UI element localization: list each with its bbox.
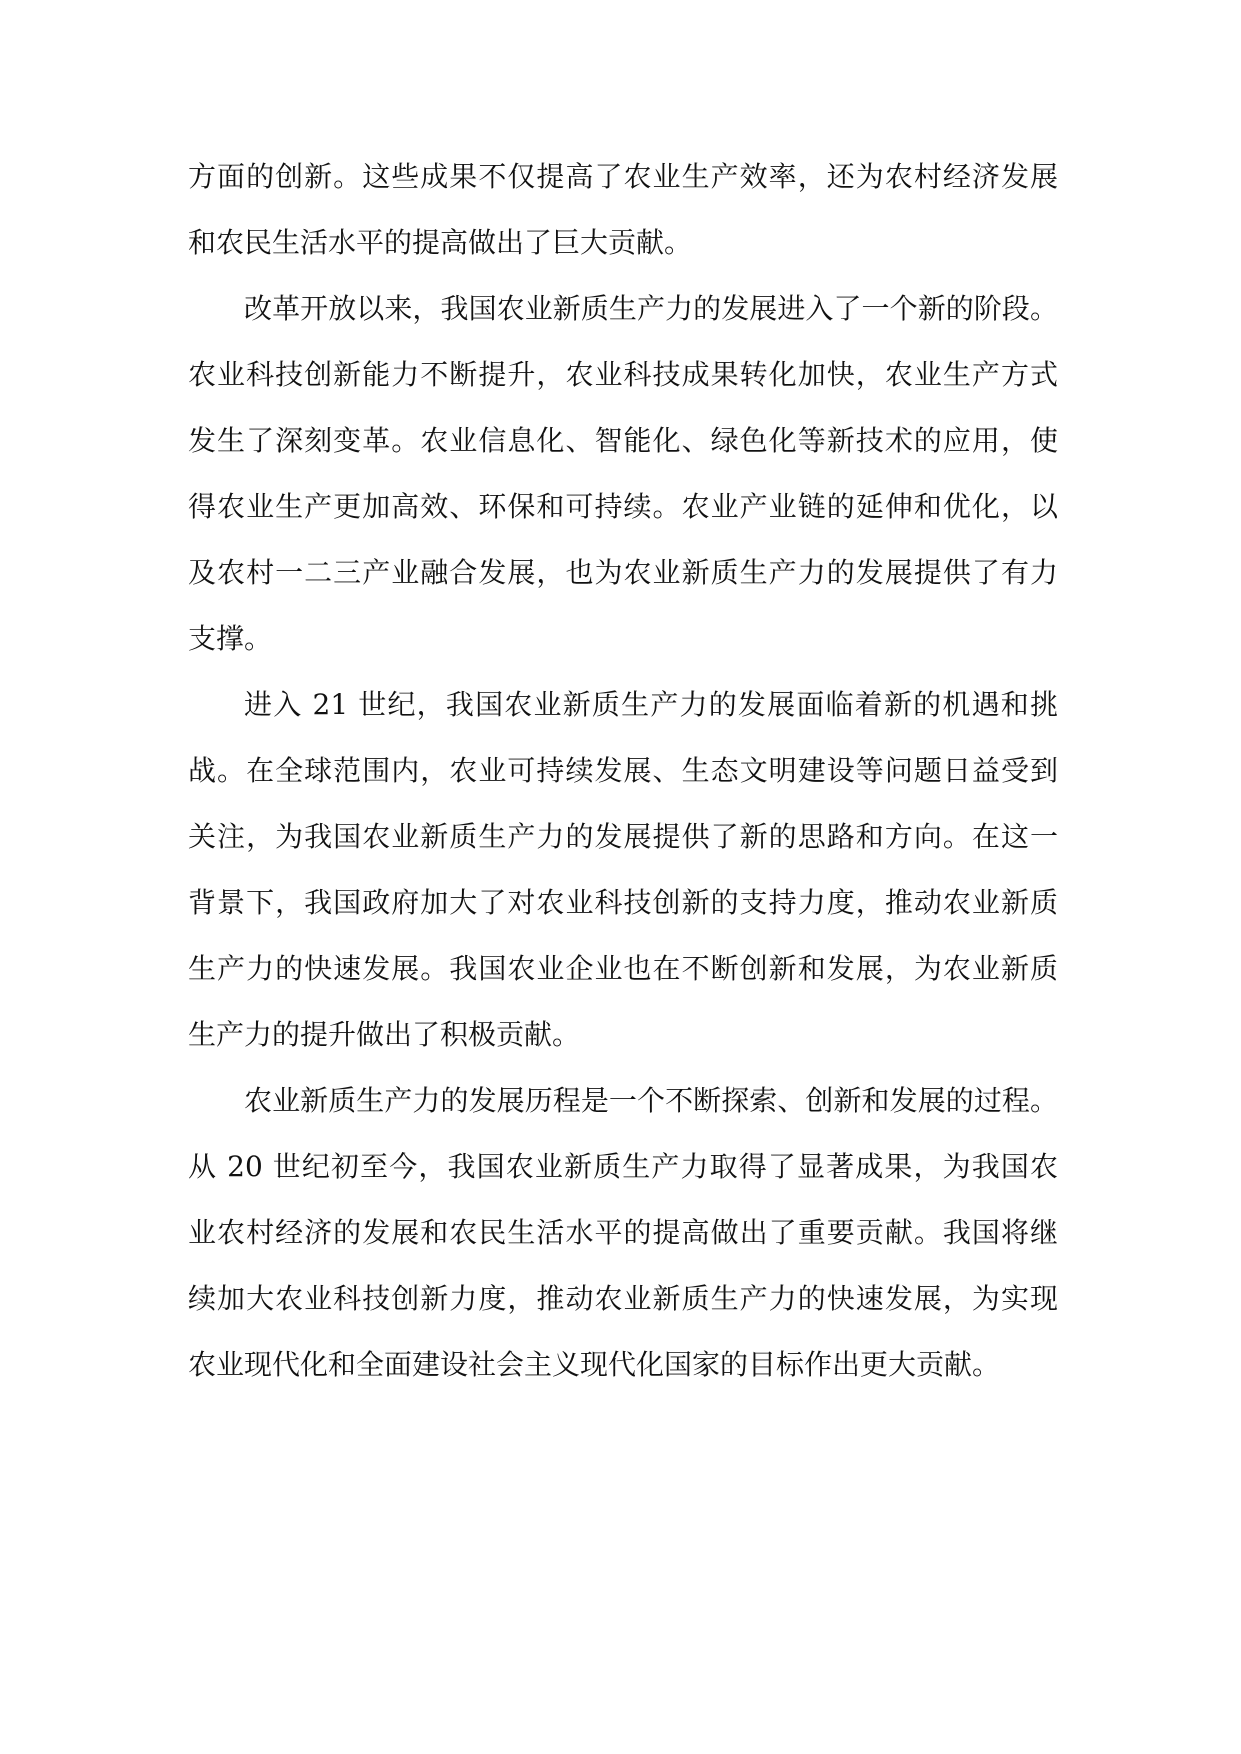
text-line: 战。在全球范围内，农业可持续发展、生态文明建设等问题日益受到 bbox=[188, 754, 1058, 787]
document-body bbox=[188, 144, 1058, 1398]
text-line: 和农民生活水平的提高做出了巨大贡献。 bbox=[188, 226, 693, 259]
text-line: 发生了深刻变革。农业信息化、智能化、绿色化等新技术的应用，使 bbox=[188, 424, 1058, 457]
text-line: 背景下，我国政府加大了对农业科技创新的支持力度，推动农业新质 bbox=[188, 886, 1058, 919]
text-line: 生产力的快速发展。我国农业企业也在不断创新和发展，为农业新质 bbox=[188, 952, 1058, 985]
text-line: 业农村经济的发展和农民生活水平的提高做出了重要贡献。我国将继 bbox=[188, 1216, 1058, 1249]
text-line: 关注，为我国农业新质生产力的发展提供了新的思路和方向。在这一 bbox=[188, 820, 1058, 853]
text-line: 生产力的提升做出了积极贡献。 bbox=[188, 1018, 581, 1051]
text-line: 续加大农业科技创新力度，推动农业新质生产力的快速发展，为实现 bbox=[188, 1282, 1058, 1315]
text-line: 得农业生产更加高效、环保和可持续。农业产业链的延伸和优化，以 bbox=[188, 490, 1058, 523]
text-line: 进入 21 世纪，我国农业新质生产力的发展面临着新的机遇和挑 bbox=[244, 688, 1058, 721]
text-line: 改革开放以来，我国农业新质生产力的发展进入了一个新的阶段。 bbox=[244, 292, 1058, 325]
text-line: 支撑。 bbox=[188, 622, 273, 655]
text-line: 从 20 世纪初至今，我国农业新质生产力取得了显著成果，为我国农 bbox=[188, 1150, 1058, 1183]
text-line: 及农村一二三产业融合发展，也为农业新质生产力的发展提供了有力 bbox=[188, 556, 1058, 589]
text-line: 农业现代化和全面建设社会主义现代化国家的目标作出更大贡献。 bbox=[188, 1348, 1001, 1381]
text-line: 农业科技创新能力不断提升，农业科技成果转化加快，农业生产方式 bbox=[188, 358, 1058, 391]
text-line: 方面的创新。这些成果不仅提高了农业生产效率，还为农村经济发展 bbox=[188, 160, 1058, 193]
text-line: 农业新质生产力的发展历程是一个不断探索、创新和发展的过程。 bbox=[244, 1084, 1058, 1117]
